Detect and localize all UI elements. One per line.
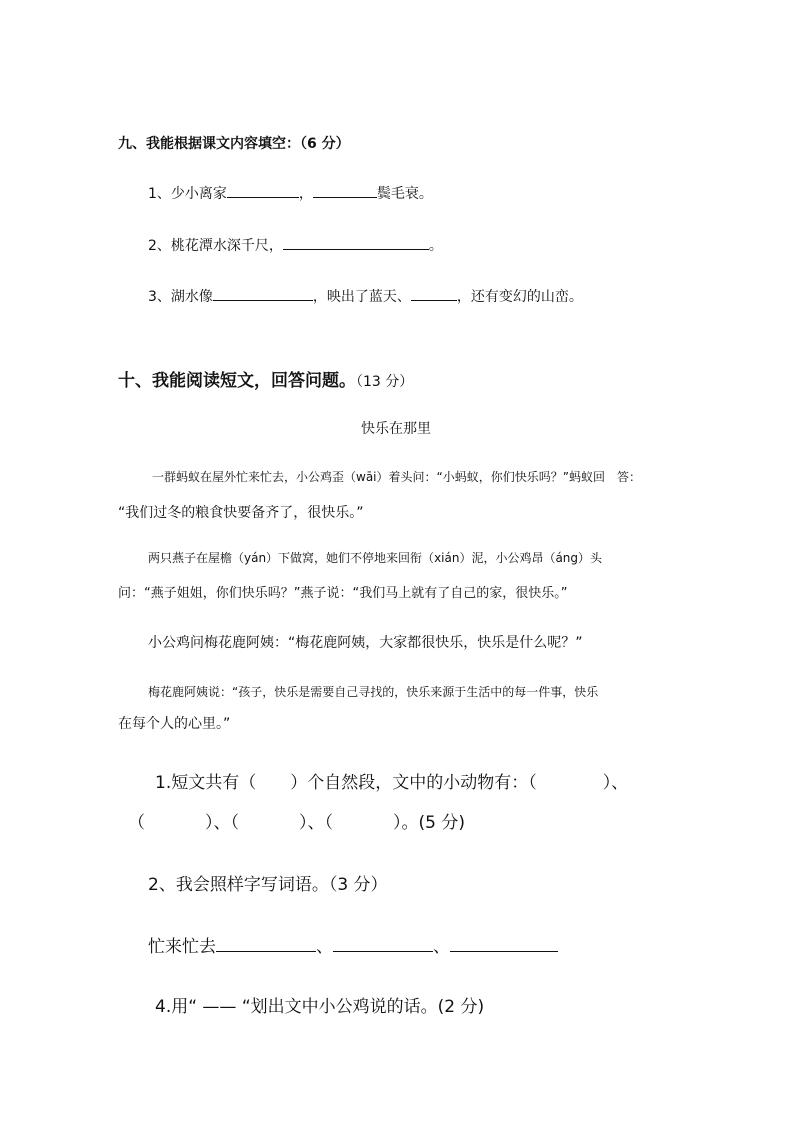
- blank-1b[interactable]: [313, 183, 377, 198]
- blank-3b[interactable]: [411, 286, 457, 301]
- passage-p2-line1: 两只燕子在屋檐（yán）下做窝，她们不停地来回衔（xián）泥，小公鸡昂（áng）头: [148, 551, 603, 565]
- question-2: 2、我会照样字写词语。（3 分）: [148, 875, 388, 895]
- q1-text-g: ）。(5 分): [393, 813, 465, 833]
- q1-text-f: ）、（: [299, 813, 333, 833]
- example-word: 忙来忙去: [148, 937, 216, 957]
- fill-item-3: [148, 286, 583, 306]
- passage-p4-line2: 在每个人的心里。”: [118, 716, 231, 732]
- blank-1a[interactable]: [227, 183, 299, 198]
- q1-text-a: 1.短文共有（: [155, 773, 257, 793]
- fill-item-3-pre: 3、湖水像: [148, 289, 213, 305]
- fill-item-1-mid: ，: [298, 186, 313, 202]
- q1-text-e: ）、（: [205, 813, 239, 833]
- fill-item-3-mid: ，映出了蓝天、: [312, 289, 411, 305]
- blank-2a[interactable]: [283, 235, 429, 250]
- passage-p2-line2: 问：“燕子姐姐，你们快乐吗？”燕子说：“我们马上就有了自己的家，很快乐。”: [118, 586, 568, 601]
- q1-text-b: ）个自然段，文中的小动物有：（: [290, 773, 537, 793]
- section-9-heading: 九、我能根据课文内容填空：（6 分）: [118, 136, 350, 152]
- word-writing-line: [148, 932, 558, 957]
- fill-item-2-post: 。: [428, 238, 443, 254]
- word-blank-3[interactable]: [450, 934, 558, 952]
- fill-item-1-pre: 1、少小离家: [148, 186, 227, 202]
- passage-p3-line1: 小公鸡问梅花鹿阿姨：“梅花鹿阿姨，大家都很快乐，快乐是什么呢？”: [148, 635, 583, 651]
- passage-p1-line1: 一群蚂蚁在屋外忙来忙去，小公鸡歪（wāi）着头问：“小蚂蚁，你们快乐吗？”蚂蚁回 答：: [152, 470, 641, 484]
- q1-text-c: ）、: [602, 773, 629, 793]
- section-10-heading: [118, 366, 413, 391]
- section-10-heading-main: 十、我能阅读短文，回答问题。: [118, 371, 356, 391]
- word-sep-1: 、: [316, 937, 333, 957]
- question-1-line2: [128, 808, 465, 833]
- question-4: 4.用“ —— “划出文中小公鸡说的话。(2 分): [155, 997, 485, 1017]
- word-blank-2[interactable]: [333, 934, 433, 952]
- passage-title: 快乐在那里: [361, 421, 431, 437]
- passage-p4-line1: 梅花鹿阿姨说：“孩子，快乐是需要自己寻找的，快乐来源于生活中的每一件事，快乐: [148, 685, 599, 699]
- fill-item-2-pre: 2、桃花潭水深千尺，: [148, 238, 283, 254]
- section-10-heading-score: （13 分）: [356, 374, 414, 390]
- fill-item-3-post: ，还有变幻的山峦。: [456, 289, 583, 305]
- question-1-line1: [155, 768, 628, 793]
- fill-item-1: [148, 183, 433, 203]
- word-sep-2: 、: [433, 937, 450, 957]
- fill-item-1-post: 鬓毛衰。: [376, 186, 433, 202]
- blank-3a[interactable]: [213, 286, 313, 301]
- q1-text-d: （: [128, 813, 145, 833]
- fill-item-2: [148, 235, 443, 255]
- passage-p1-line2: “我们过冬的粮食快要备齐了，很快乐。”: [118, 505, 364, 521]
- word-blank-1[interactable]: [216, 934, 316, 952]
